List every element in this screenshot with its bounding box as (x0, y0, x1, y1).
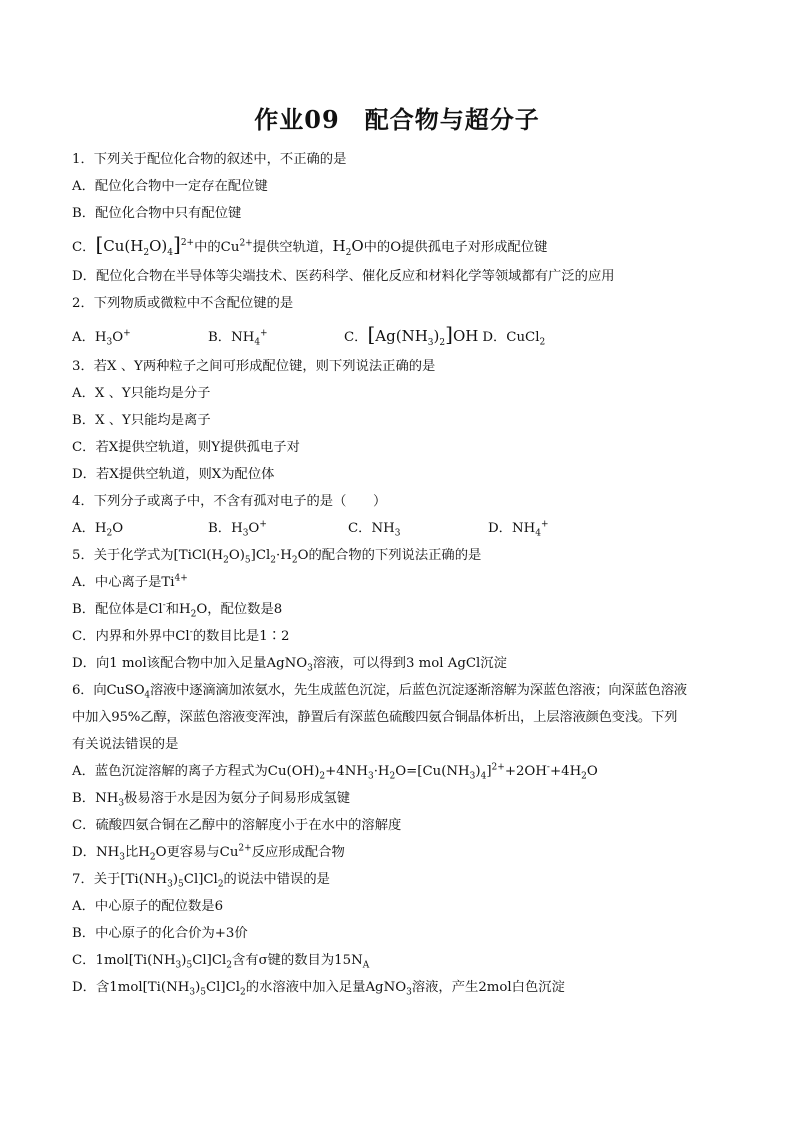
q7-option-a: A．中心原子的配位数是6 (72, 899, 224, 914)
q3-option-b: B．X 、Y只能均是离子 (72, 413, 211, 428)
q1-option-b: B．配位化合物中只有配位键 (72, 206, 242, 221)
q6-stem-line2: 中加入95%乙醇，深蓝色溶液变浑浊，静置后有深蓝色硫酸四氨合铜晶体析出，上层溶液颜色变浅。下列 (72, 710, 678, 725)
q6-stem-line1: 6．向CuSO$_4$溶液中逐滴滴加浓氨水，先生成蓝色沉淀，后蓝色沉淀逐渐溶解为深蓝色溶液；向深蓝色溶液 (72, 683, 687, 701)
q5-option-c: C．内界和外界中Cl-的数目比是1∶2 (72, 627, 290, 644)
q1-option-c: C．$[Cu(H_2O)_4]^{2+}$中的$Cu^{2+}$提供空轨道，$H_2O$中的O提供孤电子对形成配位键 (72, 232, 548, 258)
question-list (72, 151, 732, 1006)
q4-option-b: B．$H_3O^+$ (208, 519, 267, 539)
q3-option-c: C．若X提供空轨道，则Y提供孤电子对 (72, 440, 300, 455)
q2-option-a: A．$H_3O^+$ (72, 328, 131, 348)
q2-option-c: C．$[Ag(NH_3)_2]OH$ (344, 322, 479, 348)
q3-option-a: A．X 、Y只能均是分子 (72, 386, 211, 401)
q2-option-d: D．CuCl$_2$ (482, 330, 546, 348)
q2-options (72, 322, 732, 346)
q6-option-c: C．硫酸四氨合铜在乙醇中的溶解度小于在水中的溶解度 (72, 818, 402, 833)
q4-stem: 4．下列分子或离子中，不含有孤对电子的是（ ） (72, 494, 387, 509)
q5-option-d: D．向1 mol该配合物中加入足量AgNO$_3$溶液，可以得到3 mol AgCl沉淀 (72, 656, 507, 674)
q6-option-a: A．蓝色沉淀溶解的离子方程式为$Cu(OH)_2+4NH_3\cdot H_2O=[Cu(NH_3)_4]^{2+}+2OH^-+4H_2O$ (72, 762, 598, 782)
q5-stem: 5．关于化学式为$[TiCl(H_2O)_5]Cl_2\cdot H_2O$的配合物的下列说法正确的是 (72, 548, 482, 566)
complex-formula: $[Cu(H_2O)_4]^{2+}$ (95, 232, 195, 258)
water-formula: $H_2O$ (332, 237, 364, 258)
q2-option-b: B．$NH_4^+$ (208, 328, 268, 348)
q5-option-a: A．中心离子是$Ti^{4+}$ (72, 573, 188, 590)
q5-option-b: B．配位体是Cl-和$H_2O$，配位数是8 (72, 600, 283, 620)
q6-stem-line3: 有关说法错误的是 (72, 737, 179, 752)
q7-option-b: B．中心原子的化合价为+3价 (72, 926, 248, 941)
q7-stem: 7．关于$[Ti(NH_3)_5Cl]Cl_2$的说法中错误的是 (72, 872, 330, 890)
q1-option-a: A．配位化合物中一定存在配位键 (72, 179, 268, 194)
q7-option-c: C．$1mol[Ti(NH_3)_5Cl]Cl_2$含有σ键的数目为$15N_A$ (72, 953, 370, 971)
q6-option-b: B．$NH_3$极易溶于水是因为氨分子间易形成氢键 (72, 791, 351, 809)
q1-stem: 1．下列关于配位化合物的叙述中，不正确的是 (72, 152, 347, 167)
q4-option-d: D．$NH_4^+$ (488, 519, 549, 539)
q1-option-d: D．配位化合物在半导体等尖端技术、医药科学、催化反应和材料化学等领域都有广泛的应用 (72, 269, 615, 284)
q3-option-d: D．若X提供空轨道，则X为配位体 (72, 467, 275, 482)
q4-options (72, 520, 732, 538)
q2-stem: 2．下列物质或微粒中不含配位键的是 (72, 296, 294, 311)
q4-option-c: C．$NH_3$ (348, 521, 401, 539)
page-title: 作业09 配合物与超分子 (254, 105, 540, 134)
q6-option-d: D．$NH_3$比$H_2O$更容易与$Cu^{2+}$反应形成配合物 (72, 843, 345, 863)
q3-stem: 3．若X 、Y两种粒子之间可形成配位键，则下列说法正确的是 (72, 359, 436, 374)
q7-option-d: D．含$1mol[Ti(NH_3)_5Cl]Cl_2$的水溶液中加入足量AgNO$_3$溶液，产生2mol白色沉淀 (72, 980, 565, 998)
q4-option-a: A．$H_2O$ (72, 521, 124, 539)
